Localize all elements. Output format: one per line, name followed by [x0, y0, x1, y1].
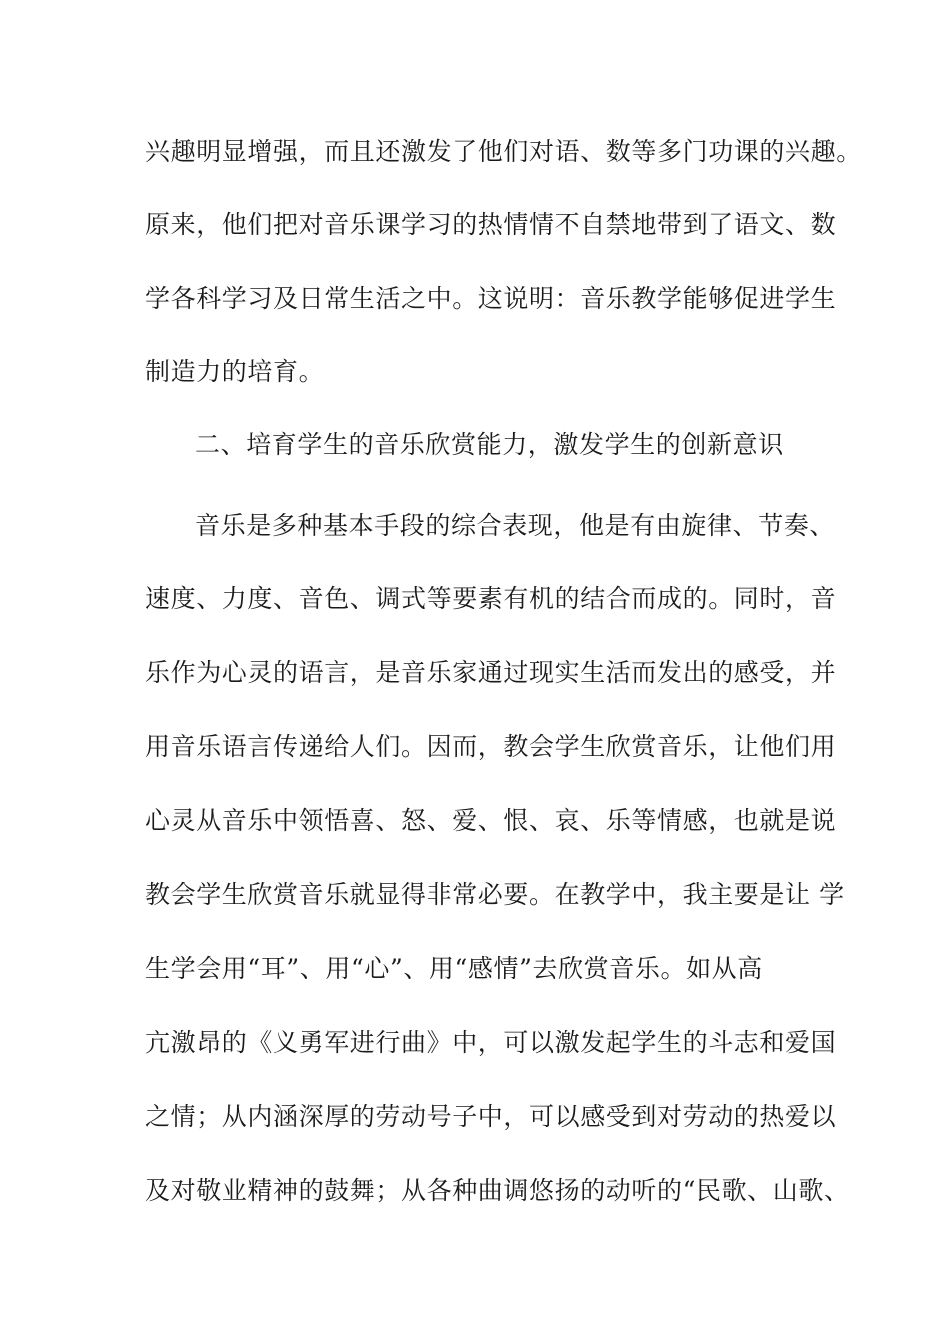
- text-line: 原来，他们把对音乐课学习的热情情不自禁地带到了语文、数: [145, 210, 837, 239]
- text-line: 兴趣明显增强，而且还激发了他们对语、数等多门功课的兴趣。: [145, 137, 862, 166]
- text-line: 及对敬业精神的鼓舞；从各种曲调悠扬的动听的“民歌、山歌、: [145, 1176, 850, 1205]
- text-line: 用音乐语言传递给人们。因而，教会学生欣赏音乐，让他们用: [145, 732, 837, 761]
- section-heading: 二、培育学生的音乐欣赏能力，激发学生的创新意识: [195, 430, 784, 459]
- text-line: 学各科学习及日常生活之中。这说明：音乐教学能够促进学生: [145, 284, 837, 313]
- text-line: 音乐是多种基本手段的综合表现，他是有由旋律、节奏、: [195, 511, 836, 540]
- text-line: 教会学生欣赏音乐就显得非常必要。在教学中，我主要是让 学: [145, 880, 845, 909]
- text-line: 生学会用“耳”、用“心”、用“感情”去欣赏音乐。如从高: [145, 954, 763, 983]
- text-line: 亢激昂的《义勇军进行曲》中，可以激发起学生的斗志和爱国: [145, 1028, 837, 1057]
- text-line: 制造力的培育。: [145, 357, 325, 386]
- text-line: 乐作为心灵的语言，是音乐家通过现实生活而发出的感受，并: [145, 658, 837, 687]
- text-line: 速度、力度、音色、调式等要素有机的结合而成的。同时，音: [145, 584, 837, 613]
- text-line: 心灵从音乐中领悟喜、怒、爱、恨、哀、乐等情感，也就是说: [145, 806, 837, 835]
- text-line: 之情；从内涵深厚的劳动号子中，可以感受到对劳动的热爱以: [145, 1102, 837, 1131]
